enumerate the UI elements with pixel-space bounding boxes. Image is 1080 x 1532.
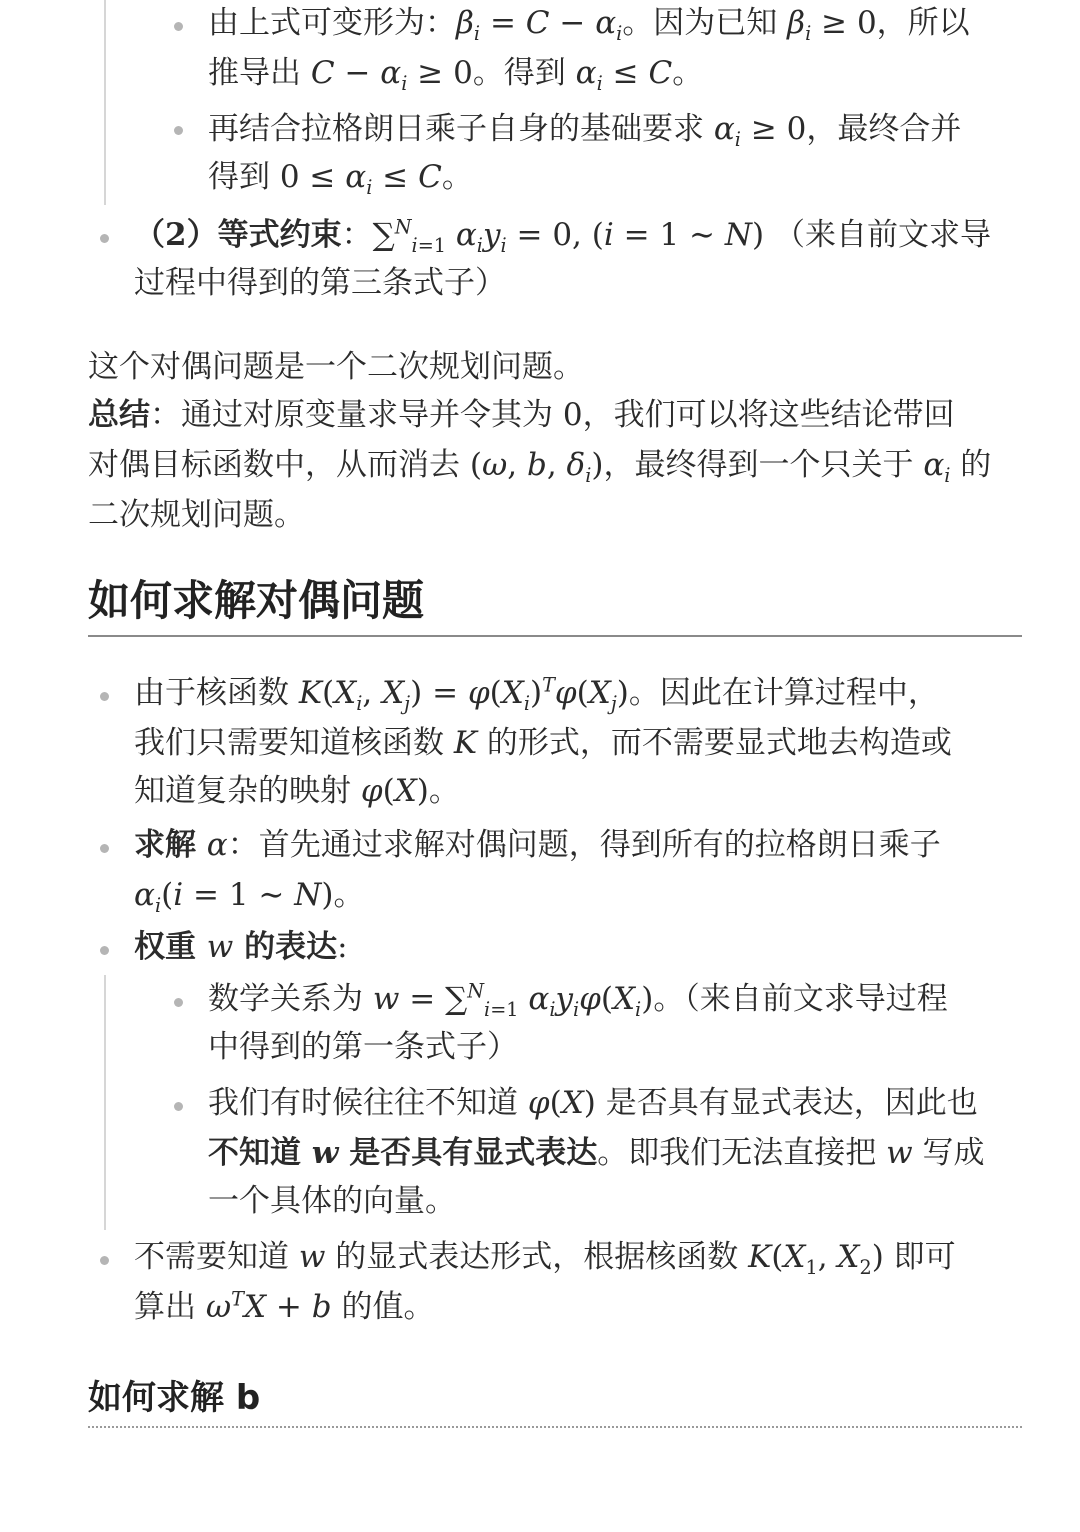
list-bullet [100, 844, 109, 853]
list-item-text: 权重 w 的表达: [134, 929, 348, 965]
list-item-text: 推导出 $C - \alpha_i \ge 0$。得到 $\alpha_i \le C$。 [208, 55, 704, 96]
list-item-text: 算出 $\omega^TX + b$ 的值。 [134, 1287, 435, 1325]
list-item-text: 不知道 w 是否具有显式表达。即我们无法直接把 w 写成 [208, 1135, 985, 1171]
list-item-text: 由于核函数 $K(X_i$, $X_j) = \varphi(X_i)^T\varphi(X_j)$。因此在计算过程中， [134, 673, 939, 716]
paragraph: 这个对偶问题是一个二次规划问题。 [88, 349, 584, 385]
list-bullet [100, 692, 109, 701]
list-bullet [174, 998, 183, 1007]
heading-dotted-underline [88, 1426, 1022, 1428]
summary-paragraph: 总结：通过对原变量求导并令其为 0，我们可以将这些结论带回 [88, 397, 955, 433]
section-heading: 如何求解对偶问题 [88, 576, 425, 625]
list-bullet [100, 946, 109, 955]
list-item-text: 数学关系为 w = ∑$^N_{i=1}$ $\alpha_iy_i\varphi(X_i)$。（来自前文求导过程 [208, 979, 948, 1022]
list-item-text: （2）等式约束：∑$^N_{i=1}$ $\alpha_iy_i = 0$, (i = 1 ∼ N) （来自前文求导 [134, 215, 991, 258]
list-item-text: $\alpha_i(i = 1$ ∼ N)。 [134, 877, 365, 918]
list-item-text: 求解 α：首先通过求解对偶问题，得到所有的拉格朗日乘子 [134, 827, 941, 863]
list-bullet [174, 1102, 183, 1111]
list-bullet [100, 1256, 109, 1265]
list-item-text: 我们有时候往往不知道 φ(X) 是否具有显式表达，因此也 [208, 1085, 978, 1121]
list-item-text: 我们只需要知道核函数 K 的形式，而不需要显式地去构造或 [134, 725, 952, 761]
list-item-text: 一个具体的向量。 [208, 1183, 456, 1219]
nested-list-rule [104, 0, 106, 205]
list-bullet [174, 126, 183, 135]
list-item-text: 过程中得到的第三条式子） [134, 265, 506, 301]
list-item-text: 不需要知道 w 的显式表达形式，根据核函数 $K(X_1$, $X_2$) 即可 [134, 1239, 956, 1280]
list-bullet [100, 234, 109, 243]
summary-paragraph: 二次规划问题。 [88, 497, 305, 533]
list-item-text: 知道复杂的映射 φ(X)。 [134, 773, 460, 809]
nested-list-rule [104, 975, 106, 1230]
list-bullet [174, 22, 183, 31]
list-item-text: 再结合拉格朗日乘子自身的基础要求 $\alpha_i \ge 0$，最终合并 [208, 111, 962, 152]
subsection-heading: 如何求解 b [88, 1378, 261, 1418]
heading-underline [88, 635, 1022, 637]
summary-paragraph: 对偶目标函数中，从而消去 (ω, b, $\delta_i$)，最终得到一个只关于 $\alpha_i$ 的 [88, 447, 992, 488]
list-item-text: 中得到的第一条式子） [208, 1029, 518, 1065]
list-item-text: 由上式可变形为：$\beta_i = C - \alpha_i$。因为已知 $\beta_i \ge 0$，所以 [208, 5, 970, 46]
list-item-text: 得到 $0 \le \alpha_i \le C$。 [208, 159, 473, 200]
